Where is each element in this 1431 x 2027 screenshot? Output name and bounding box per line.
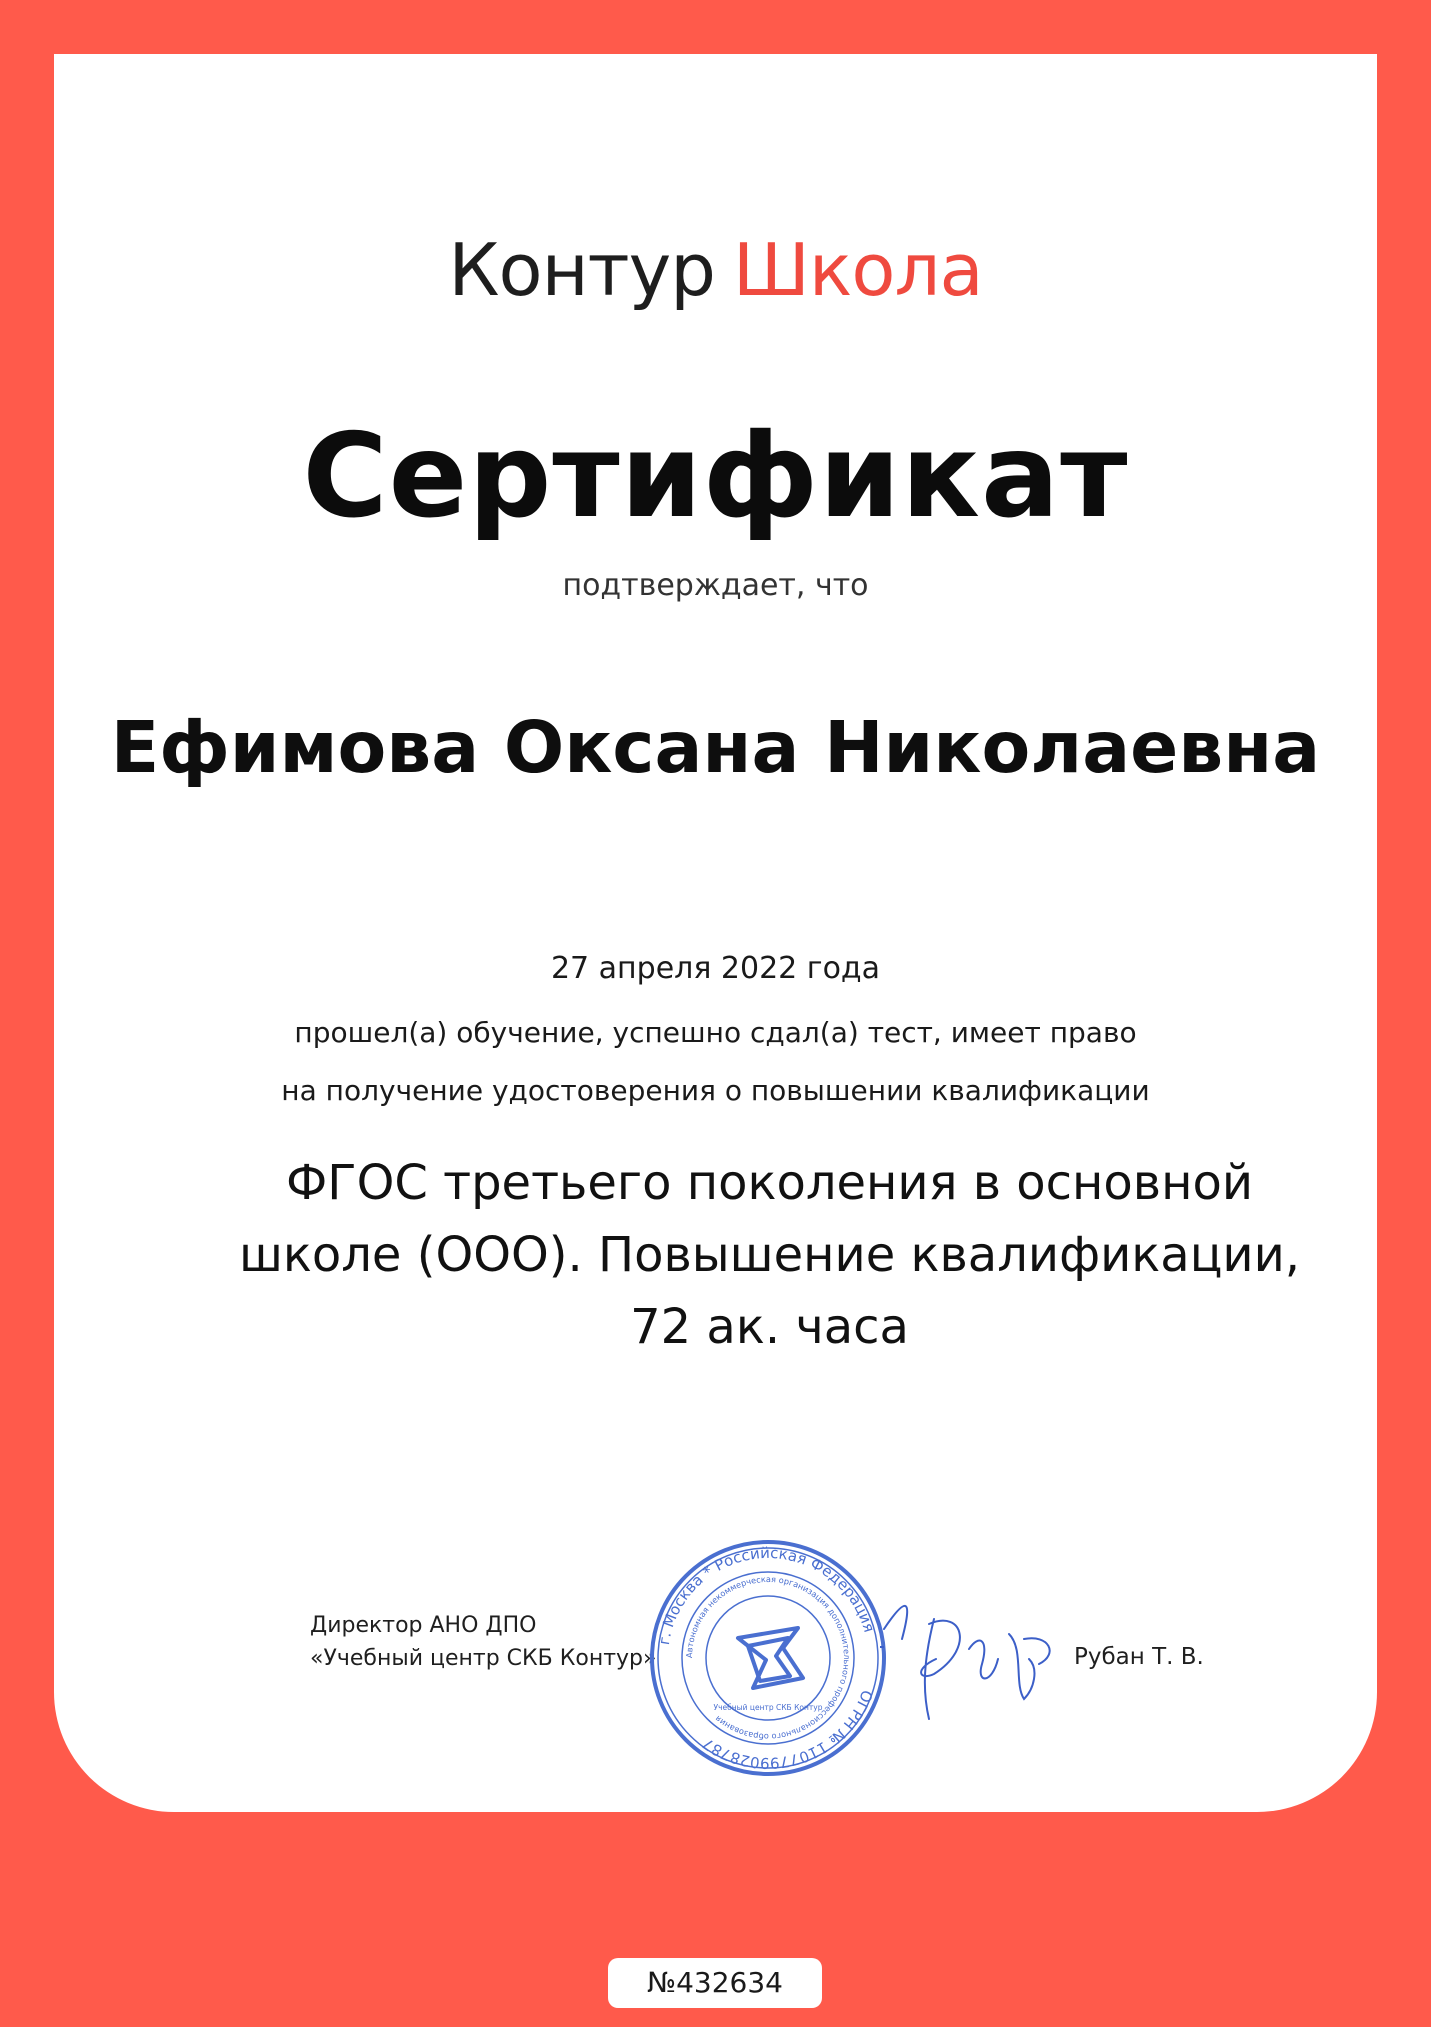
- description-line-1: прошел(а) обучение, успешно сдал(а) тест, имеет право: [294, 1016, 1137, 1049]
- director-line-1: Директор АНО ДПО: [310, 1613, 537, 1638]
- director-title: [310, 1609, 656, 1675]
- seal-center-text: Учебный центр СКБ Контур: [713, 1703, 823, 1712]
- confirms-text: подтверждает, что: [562, 568, 869, 603]
- certificate-title: Сертификат: [302, 409, 1129, 544]
- logo-kontur: Контур: [448, 228, 715, 312]
- course-title: ФГОС третьего поколения в основной школе (ООО). Повышение квалификации, 72 ак. часа: [238, 1155, 1301, 1355]
- recipient-name: Ефимова Оксана Николаевна: [110, 706, 1321, 789]
- completion-date: 27 апреля 2022 года: [550, 951, 881, 986]
- description-text: [54, 1004, 1377, 1120]
- official-seal-stamp: [648, 1538, 888, 1778]
- kontur-school-logo: [54, 222, 1377, 318]
- director-line-2: «Учебный центр СКБ Контур»: [310, 1646, 657, 1671]
- seal-outer-number: ОГРН № 1107799028787: [699, 1687, 877, 1773]
- certificate-card: [54, 54, 1377, 1812]
- seal-outer-text: г. Москва * Российская Федерация: [654, 1543, 879, 1647]
- seal-inner-text: Автономная некоммерческая организация дополнительного профессионального образования: [683, 1573, 853, 1743]
- description-line-2: на получение удостоверения о повышении квалификации: [281, 1074, 1150, 1107]
- logo-school: Школа: [732, 228, 983, 312]
- certificate-number-badge: №432634: [608, 1958, 822, 2008]
- kontur-emblem-icon: [738, 1628, 803, 1688]
- signer-name: Рубан Т. В.: [1074, 1644, 1204, 1670]
- handwritten-signature: [874, 1579, 1074, 1729]
